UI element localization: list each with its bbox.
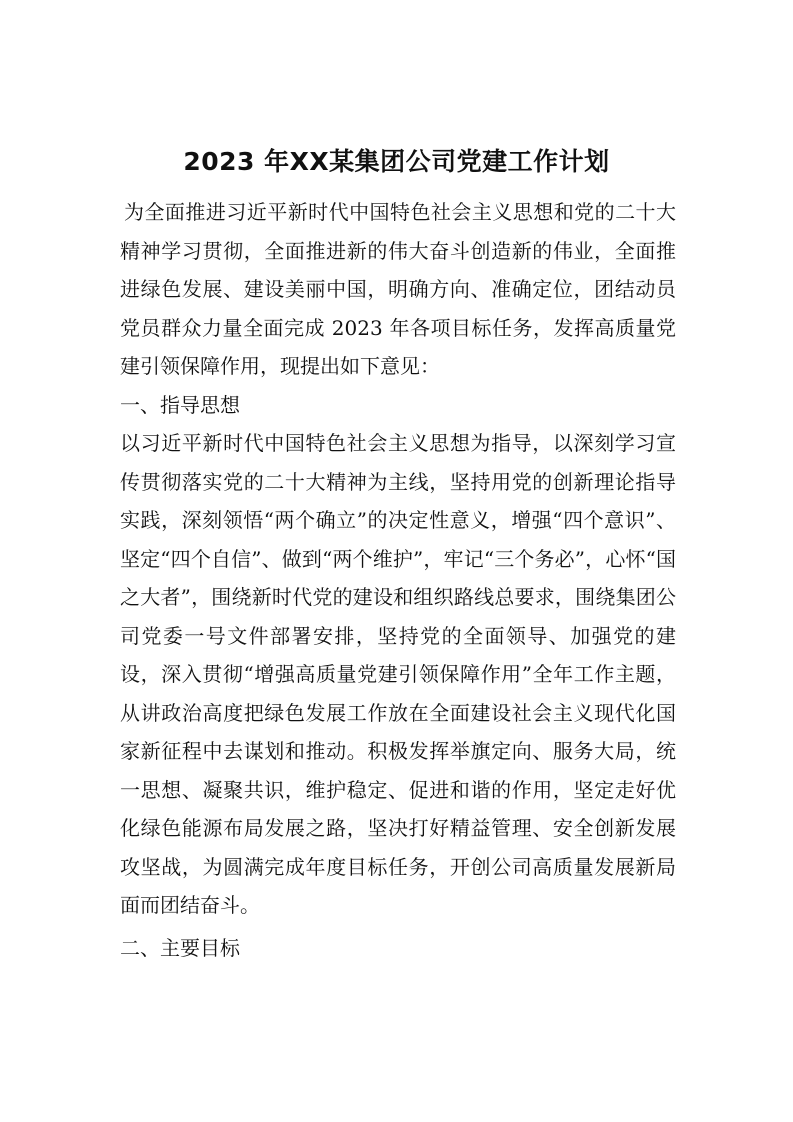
- intro-paragraph: 为全面推进习近平新时代中国特色社会主义思想和党的二十大精神学习贯彻，全面推进新的伟大奋斗创造新的伟业，全面推进绿色发展、建设美丽中国，明确方向、准确定位，团结动员党员群众力量全面完成 2023 年各项目标任务，发挥高质量党建引领保障作用，现提出如下意见：: [120, 200, 676, 378]
- section-heading-main-goals: 二、主要目标: [120, 935, 240, 960]
- section-heading-guiding-ideology: 一、指导思想: [120, 392, 240, 417]
- document-title: 2023 年XX某集团公司党建工作计划: [183, 146, 610, 176]
- document-body: [120, 193, 676, 967]
- section-paragraph-guiding-ideology: 以习近平新时代中国特色社会主义思想为指导，以深刻学习宣传贯彻落实党的二十大精神为主线，坚持用党的创新理论指导实践，深刻领悟“两个确立”的决定性意义，增强“四个意识”、坚定“四个自信”、做到“两个维护”，牢记“三个务必”，心怀“国之大者”，围绕新时代党的建设和组织路线总要求，围绕集团公司党委一号文件部署安排，坚持党的全面领导、加强党的建设，深入贯彻“增强高质量党建引领保障作用”全年工作主题，从讲政治高度把绿色发展工作放在全面建设社会主义现代化国家新征程中去谋划和推动。积极发挥举旗定向、服务大局，统一思想、凝聚共识，维护稳定、促进和谐的作用，坚定走好优化绿色能源布局发展之路，坚决打好精益管理、安全创新发展攻坚战，为圆满完成年度目标任务，开创公司高质量发展新局面而团结奋斗。: [120, 431, 676, 917]
